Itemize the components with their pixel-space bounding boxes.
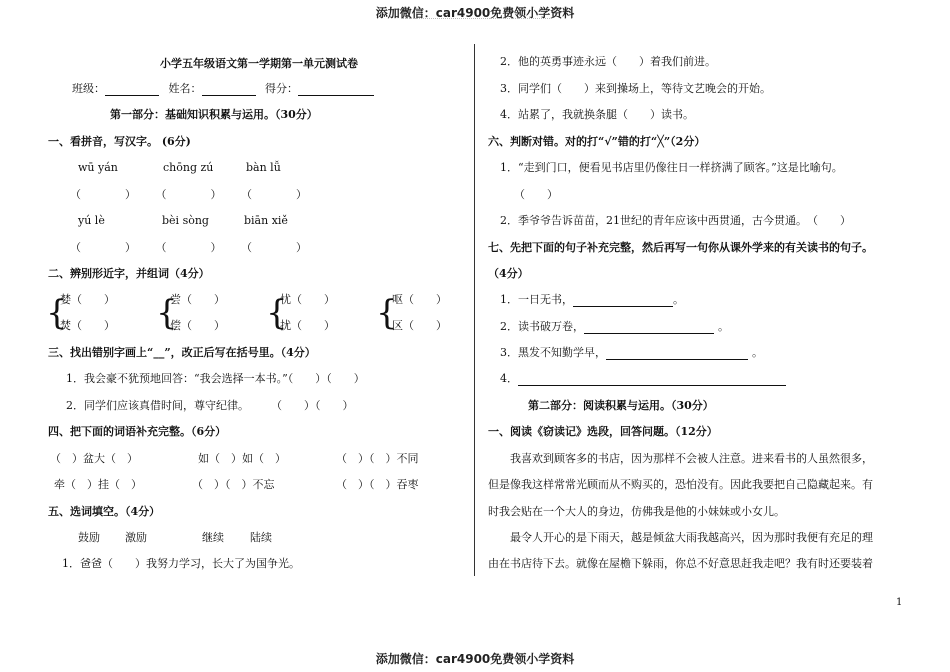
q7-blank[interactable] bbox=[606, 347, 748, 360]
q4-idiom-4: 牵（ ）挂（ ） bbox=[54, 478, 142, 491]
q2-char-top-4: 呕（ ） bbox=[392, 293, 447, 306]
q5-title: 五、选词填空。（4分） bbox=[48, 505, 161, 518]
q5-item-3: 3．同学们（ ）来到操场上，等待文艺晚会的开始。 bbox=[500, 82, 771, 95]
q2-title: 二、辨别形近字，并组词（4分） bbox=[48, 267, 210, 280]
q1-title: 一、看拼音，写汉字。 (6分) bbox=[48, 135, 191, 148]
q7-item-label: 2．读书破万卷， bbox=[500, 320, 584, 333]
q1-pinyin-2: chōng zú bbox=[163, 161, 214, 174]
reading-line-5: 由在书店待下去。就像在屋檐下躲雨，你总不好意思赶我走吧？我有时还要装着 bbox=[488, 557, 873, 570]
watermark-top: 添加微信：car4900免费领小学资料 bbox=[375, 6, 575, 20]
q1-pinyin-3: bàn lǚ bbox=[246, 161, 281, 174]
brace-icon: { bbox=[156, 293, 178, 333]
q2-char-top-1: 婪（ ） bbox=[60, 293, 115, 306]
q7-item-end: 。 bbox=[673, 293, 684, 306]
faint-divider bbox=[402, 18, 552, 22]
q7-item-3 bbox=[500, 346, 763, 360]
q3-item-1: 1．我会豪不犹预地回答：“我会选择一本书。”（ ）（ ） bbox=[66, 372, 365, 385]
q2-char-bottom-2: 偿（ ） bbox=[170, 319, 225, 332]
answer-blank[interactable]: （ ） bbox=[155, 188, 222, 201]
q5-word-2: 激励 bbox=[125, 531, 147, 544]
q7-title: 七、先把下面的句子补充完整，然后再写一句你从课外学来的有关读书的句子。 bbox=[488, 241, 873, 254]
answer-blank[interactable]: （ ） bbox=[241, 241, 307, 254]
score-blank[interactable] bbox=[298, 83, 374, 96]
watermark-bottom: 添加微信：car4900免费领小学资料 bbox=[375, 652, 575, 666]
q6-item-1: 1．“走到门口，便看见书店里仍像往日一样挤满了顾客。”这是比喻句。 bbox=[500, 161, 843, 174]
q1-pinyin-1: wū yán bbox=[78, 161, 118, 174]
q5-item-4: 4．站累了，我就换条腿（ ）读书。 bbox=[500, 108, 694, 121]
q4-idiom-1: （ ）盆大（ ） bbox=[50, 452, 138, 465]
q6-item-1-answer[interactable]: （ ） bbox=[514, 188, 558, 201]
q7-item-1 bbox=[500, 293, 684, 307]
q7-item-label: 3．黑发不知勤学早， bbox=[500, 346, 606, 359]
q7-score: （4分） bbox=[488, 267, 529, 280]
q5-item-1: 1．爸爸（ ）我努力学习，长大了为国争光。 bbox=[62, 557, 300, 570]
name-blank[interactable] bbox=[202, 83, 256, 96]
reading-line-2: 但是像我这样常常光顾而从不购买的，恐怕没有。因此我要把自己隐藏起来。有 bbox=[488, 478, 873, 491]
q7-item-end: 。 bbox=[752, 346, 763, 359]
part2-title: 第二部分：阅读积累与运用。（30分） bbox=[528, 399, 714, 412]
q6-item-2: 2．季爷爷告诉苗苗，21世纪的青年应该中西贯通，古今贯通。 （ ） bbox=[500, 214, 851, 227]
q2-char-top-3: 忧（ ） bbox=[280, 293, 335, 306]
q5-word-3: 继续 bbox=[202, 531, 224, 544]
q4-idiom-3: （ ）（ ）不同 bbox=[336, 452, 419, 465]
brace-icon: { bbox=[46, 293, 68, 333]
q1-pinyin-6: biān xiě bbox=[244, 214, 288, 227]
q2-char-top-2: 尝（ ） bbox=[170, 293, 225, 306]
q1-answer-row1 bbox=[70, 188, 307, 202]
q7-item-2 bbox=[500, 320, 729, 334]
q1-pinyin-4: yú lè bbox=[78, 214, 105, 227]
q6-title: 六、判断对错。对的打“√”错的打“╳”（2分） bbox=[488, 135, 706, 148]
name-label: 姓名： bbox=[168, 82, 202, 95]
brace-icon: { bbox=[266, 293, 288, 333]
q7-item-label: 1．一日无书， bbox=[500, 293, 573, 306]
q5-word-1: 鼓励 bbox=[78, 531, 100, 544]
answer-blank[interactable]: （ ） bbox=[241, 188, 307, 201]
q4-title: 四、把下面的词语补充完整。（6分） bbox=[48, 425, 227, 438]
answer-blank[interactable]: （ ） bbox=[70, 188, 136, 201]
page-title: 小学五年级语文第一学期第一单元测试卷 bbox=[160, 57, 358, 70]
page-number: 1 bbox=[896, 597, 903, 608]
class-label: 班级： bbox=[72, 82, 105, 95]
q4-idiom-6: （ ）（ ）吞枣 bbox=[336, 478, 419, 491]
q7-blank[interactable] bbox=[584, 321, 714, 334]
q7-item-end: 。 bbox=[718, 320, 729, 333]
q4-idiom-5: （ ）（ ）不忘 bbox=[192, 478, 275, 491]
q7-blank[interactable] bbox=[518, 373, 786, 386]
q5-item-2: 2．他的英勇事迹永远（ ）着我们前进。 bbox=[500, 55, 716, 68]
q2-char-bottom-4: 区（ ） bbox=[392, 319, 447, 332]
q7-blank[interactable] bbox=[573, 294, 673, 307]
q7-item-4 bbox=[500, 372, 786, 386]
q1-pinyin-5: bèi sòng bbox=[162, 214, 209, 227]
class-blank[interactable] bbox=[105, 83, 159, 96]
reading-title: 一、阅读《窃读记》选段，回答问题。（12分） bbox=[488, 425, 718, 438]
reading-line-1: 我喜欢到顾客多的书店，因为那样不会被人注意。进来看书的人虽然很多， bbox=[510, 452, 873, 465]
q5-word-4: 陆续 bbox=[250, 531, 272, 544]
q7-item-label: 4． bbox=[500, 372, 518, 385]
reading-line-4: 最令人开心的是下雨天，越是倾盆大雨我越高兴，因为那时我便有充足的理 bbox=[510, 531, 873, 544]
q3-item-2: 2．同学们应该真借时间，尊守纪律。 （ ）（ ） bbox=[66, 399, 354, 412]
q4-idiom-2: 如（ ）如（ ） bbox=[198, 452, 286, 465]
part1-title: 第一部分：基础知识积累与运用。（30分） bbox=[110, 108, 318, 121]
q2-char-bottom-1: 焚（ ） bbox=[60, 319, 115, 332]
q1-answer-row2 bbox=[70, 241, 307, 255]
student-info-row bbox=[72, 82, 374, 96]
q2-char-bottom-3: 扰（ ） bbox=[280, 319, 335, 332]
reading-line-3: 时我会贴在一个大人的身边，仿佛我是他的小妹妹或小女儿。 bbox=[488, 505, 785, 518]
column-divider bbox=[474, 44, 475, 576]
q3-title: 三、找出错别字画上“__”，改正后写在括号里。（4分） bbox=[48, 346, 316, 359]
score-label: 得分： bbox=[265, 82, 298, 95]
answer-blank[interactable]: （ ） bbox=[155, 241, 222, 254]
brace-icon: { bbox=[376, 293, 398, 333]
answer-blank[interactable]: （ ） bbox=[70, 241, 136, 254]
